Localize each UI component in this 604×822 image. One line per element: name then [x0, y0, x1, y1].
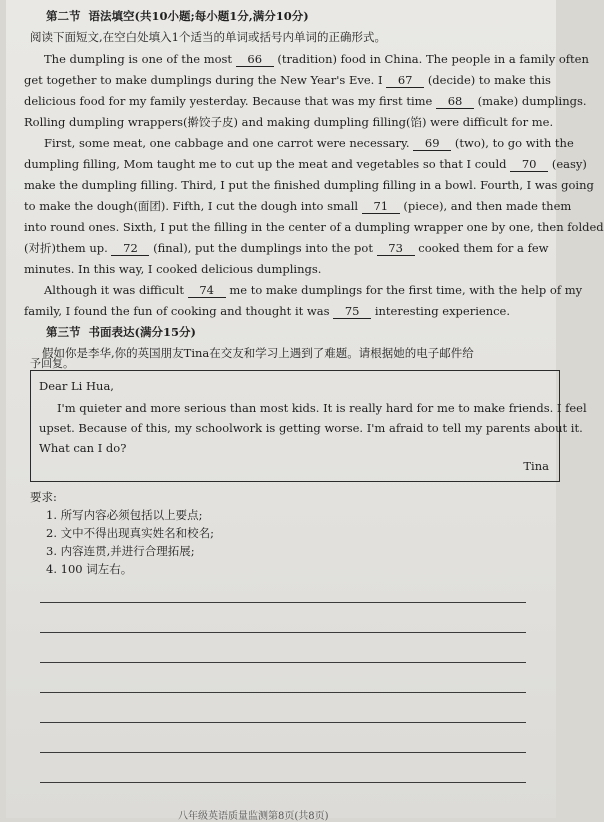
exam-page: [6, 0, 604, 822]
requirement-item: 2. 文中不得出现真实姓名和校名;: [46, 526, 215, 540]
letter-body: upset. Because of this, my schoolwork is getting worse. I'm afraid to tell my parents about it.: [39, 421, 583, 435]
page-footer: 八年级英语质量监测第8页(共8页): [178, 811, 329, 822]
blank-72: 72: [111, 241, 149, 256]
email-box: [30, 370, 587, 482]
blank-74: 74: [188, 283, 226, 298]
blank-70: 70: [510, 157, 548, 172]
passage-line: Rolling dumpling wrappers(擀饺子皮) and making dumpling filling(馅) were difficult for me.: [24, 115, 554, 129]
writing-prompt: 予回复。: [30, 357, 74, 370]
letter-signature: Tina: [523, 459, 549, 473]
passage-line: family, I found the fun of cooking and thought it was 75 interesting experience.: [24, 304, 511, 318]
passage-line: to make the dough(面团). Fifth, I cut the dough into small 71 (piece), and then made them: [24, 199, 572, 213]
passage-line: dumpling filling, Mom taught me to cut up the meat and vegetables so that I could 70 (easy): [24, 157, 587, 171]
passage-line: get together to make dumplings during the New Year's Eve. I 67 (decide) to make this: [24, 73, 551, 87]
letter-body: What can I do?: [39, 441, 127, 455]
blank-71: 71: [362, 199, 400, 214]
requirement-item: 1. 所写内容必须包括以上要点;: [46, 508, 203, 522]
section3-heading: 第三节 书面表达(满分15分): [46, 325, 196, 339]
blank-67: 67: [386, 73, 424, 88]
answer-line: [40, 632, 526, 633]
passage-line: make the dumpling filling. Third, I put the finished dumpling filling in a bowl. Fourth, I was going: [24, 178, 594, 192]
blank-73: 73: [377, 241, 415, 256]
blank-69: 69: [413, 136, 451, 151]
answer-line: [40, 662, 526, 663]
letter-body: I'm quieter and more serious than most kids. It is really hard for me to make friends. I feel: [57, 401, 587, 415]
requirement-item: 3. 内容连贯,并进行合理拓展;: [46, 544, 195, 558]
passage-line: Although it was difficult 74 me to make dumplings for the first time, with the help of my: [44, 283, 583, 297]
blank-75: 75: [333, 304, 371, 319]
answer-line: [40, 782, 526, 783]
passage-line: minutes. In this way, I cooked delicious dumplings.: [24, 262, 322, 276]
blank-66: 66: [236, 52, 274, 67]
answer-line: [40, 722, 526, 723]
blank-68: 68: [436, 94, 474, 109]
passage-line: The dumpling is one of the most 66 (tradition) food in China. The people in a family often: [44, 52, 589, 66]
answer-line: [40, 752, 526, 753]
passage-line: First, some meat, one cabbage and one carrot were necessary. 69 (two), to go with the: [44, 136, 574, 150]
requirement-item: 4. 100 词左右。: [46, 562, 133, 576]
passage-line: delicious food for my family yesterday. Because that was my first time 68 (make) dumplings.: [24, 94, 587, 108]
passage-line: into round ones. Sixth, I put the filling in the center of a dumpling wrapper one by one, then folded: [24, 220, 604, 234]
writing-prompt: 假如你是李华,你的英国朋友Tina在交友和学习上遇到了难题。请根据她的电子邮件给: [42, 346, 474, 360]
section2-heading: 第二节 语法填空(共10小题;每小题1分,满分10分): [46, 9, 309, 23]
requirements-heading: 要求:: [30, 490, 57, 504]
answer-line: [40, 692, 526, 693]
section2-instruction: 阅读下面短文,在空白处填入1个适当的单词或括号内单词的正确形式。: [30, 30, 386, 44]
letter-greeting: Dear Li Hua,: [39, 379, 114, 393]
answer-line: [40, 602, 526, 603]
passage-line: (对折)them up. 72 (final), put the dumplings into the pot 73 cooked them for a few: [24, 241, 549, 255]
